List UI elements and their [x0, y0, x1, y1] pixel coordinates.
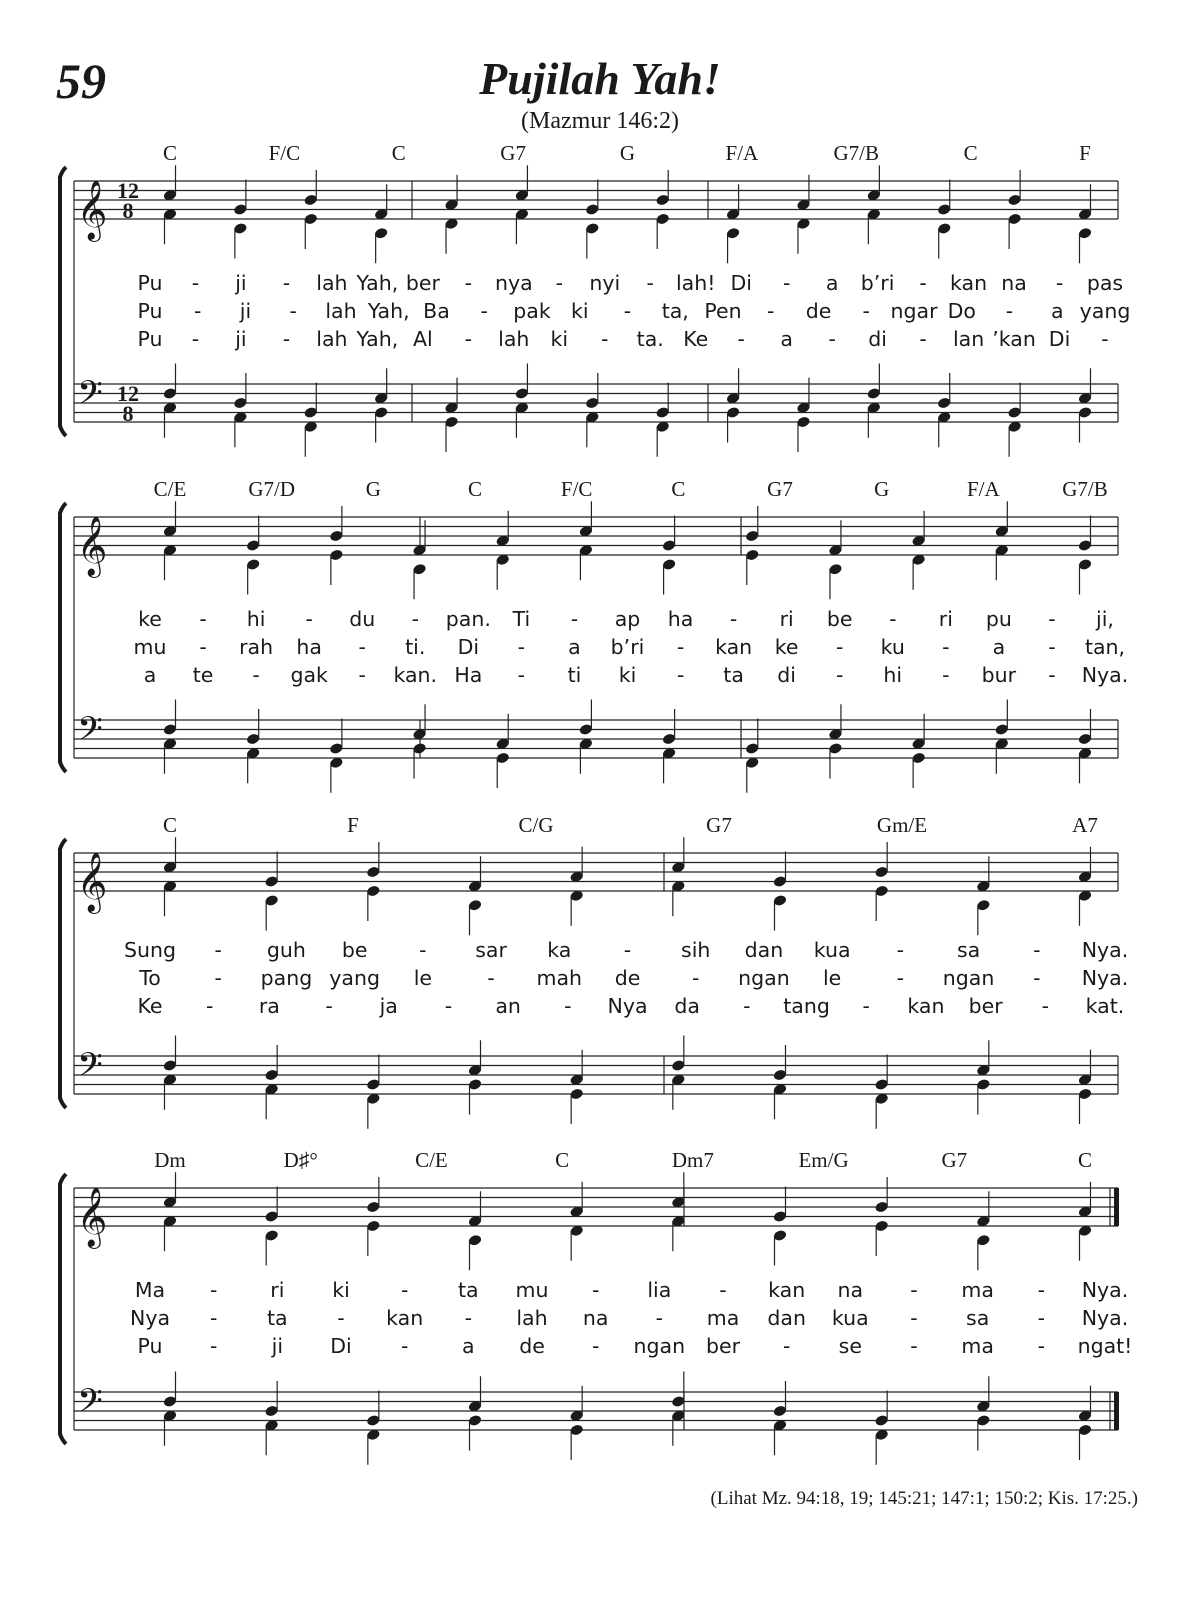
lyric-syllable: - [1055, 271, 1064, 295]
lyric-syllable: - [1005, 299, 1014, 323]
lyric-syllable: yang [329, 966, 380, 990]
chord-symbol: G7 [941, 1148, 968, 1172]
chord-symbol: C [162, 141, 178, 165]
lyric-syllable: - [337, 1306, 345, 1330]
lyric-syllable: - [1037, 1306, 1046, 1330]
lyric-syllable: - [591, 1278, 600, 1302]
lyric-syllable: - [591, 1334, 600, 1358]
chord-symbol: G7/B [1062, 477, 1108, 501]
lyric-syllable: - [676, 663, 685, 687]
lyric-syllable: na [582, 1306, 609, 1330]
chord-symbol: G7 [706, 813, 732, 837]
chord-symbol: C [671, 477, 686, 501]
lyric-syllable: To [139, 966, 161, 990]
lyric-syllable: ngan [738, 966, 790, 990]
chord-symbol: Em/G [798, 1148, 849, 1172]
lyric-syllable: - [191, 271, 200, 295]
lyric-syllable: - [782, 271, 791, 295]
chord-symbol: G7 [767, 477, 793, 501]
lyric-syllable: te [192, 663, 214, 687]
chord-symbol: F/A [725, 141, 759, 165]
lyric-syllable: Nya. [1081, 938, 1129, 962]
lyric-syllable: dan [744, 938, 784, 962]
bass-clef: 𝄢 [77, 1382, 103, 1429]
lyric-syllable: du [349, 607, 376, 631]
lyric-syllable: - [214, 966, 222, 990]
lyric-syllable: ji, [1096, 607, 1114, 631]
lyric-syllable: Ha [454, 663, 483, 687]
chord-symbol: G [874, 477, 890, 501]
lyric-syllable: - [655, 1306, 664, 1330]
lyric-syllable: - [358, 635, 366, 659]
footer-references: (Lihat Mz. 94:18, 19; 145:21; 147:1; 150:2; Kis. 17:25.) [710, 1488, 1138, 1509]
treble-clef: 𝄞 [76, 1187, 108, 1247]
lyric-syllable: ha [667, 607, 694, 631]
lyric-syllable: Pu [137, 299, 163, 323]
lyric-syllable: - [910, 1334, 918, 1358]
chord-symbol: C [162, 813, 178, 837]
system-bracket [60, 839, 66, 1108]
lyric-syllable: sar [475, 938, 507, 962]
lyric-syllable: - [862, 994, 870, 1018]
lyric-syllable: - [252, 663, 260, 687]
lyric-syllable: - [737, 327, 745, 351]
lyric-syllable: - [325, 994, 333, 1018]
chord-symbol: C/E [153, 477, 187, 501]
lyric-syllable: - [194, 299, 202, 323]
lyric-syllable: - [782, 1334, 791, 1358]
lyric-syllable: - [743, 994, 751, 1018]
lyric-syllable: - [910, 1306, 918, 1330]
lyric-syllable: mu [133, 635, 167, 659]
lyric-syllable: pak [513, 299, 551, 323]
lyric-syllable: guh [266, 938, 306, 962]
lyric-syllable: kat. [1085, 994, 1125, 1018]
lyric-syllable: ja [379, 994, 398, 1018]
lyric-syllable: kan. [393, 663, 438, 687]
lyric-syllable: ri [938, 607, 953, 631]
lyric-syllable: - [209, 1278, 218, 1302]
chord-symbol: C/G [518, 813, 554, 837]
lyric-syllable: Pu [137, 1334, 163, 1358]
lyric-syllable: Ke [137, 994, 163, 1018]
time-signature-bottom: 8 [122, 198, 134, 224]
treble-clef: 𝄞 [76, 516, 108, 576]
lyric-syllable: - [209, 1334, 218, 1358]
lyric-syllable: ta [267, 1306, 288, 1330]
lyric-syllable: ke [138, 607, 162, 631]
lyric-syllable: - [209, 1306, 218, 1330]
lyric-syllable: - [282, 271, 291, 295]
lyric-syllable: - [400, 1334, 409, 1358]
system-2 [60, 501, 1118, 793]
lyric-syllable: Ti [512, 607, 531, 631]
lyric-syllable: ngan [633, 1334, 686, 1358]
bass-clef: 𝄢 [77, 374, 103, 421]
lyric-syllable: - [517, 635, 526, 659]
chord-symbol: F [1079, 141, 1091, 165]
lyric-syllable: ka [547, 938, 572, 962]
lyric-syllable: le [822, 966, 842, 990]
lyric-syllable: - [623, 938, 632, 962]
chord-symbol: G7/B [833, 141, 880, 165]
lyric-syllable: lah [498, 327, 530, 351]
chord-symbol: C [467, 477, 483, 501]
chord-symbol: Dm [154, 1148, 186, 1172]
chord-symbol: F/C [560, 477, 593, 501]
lyric-syllable: ngan [942, 966, 995, 990]
lyric-syllable: pang [260, 966, 313, 990]
lyric-syllable: - [601, 327, 609, 351]
lyric-syllable: - [205, 994, 214, 1018]
chord-symbol: G [619, 141, 636, 165]
lyric-syllable: - [919, 271, 927, 295]
lyric-syllable: - [464, 271, 473, 295]
lyric-syllable: mah [536, 966, 583, 990]
lyric-syllable: - [419, 938, 427, 962]
lyric-syllable: pas [1086, 271, 1124, 295]
scripture-reference: (Mazmur 146:2) [521, 108, 679, 134]
lyric-syllable: - [214, 938, 222, 962]
lyric-syllable: be [341, 938, 368, 962]
lyric-syllable: kan [768, 1278, 806, 1302]
lyric-syllable: ki [618, 663, 637, 687]
lyric-syllable: a [992, 635, 1006, 659]
lyric-syllable: de [519, 1334, 545, 1358]
lyric-syllable: - [1033, 938, 1041, 962]
lyric-syllable: Ma [134, 1278, 166, 1302]
lyric-syllable: - [464, 327, 473, 351]
chord-symbol: G [365, 477, 381, 501]
chord-symbol: F/A [966, 477, 1000, 501]
lyric-syllable: - [729, 607, 738, 631]
lyric-syllable: - [1033, 966, 1041, 990]
lyric-syllable: - [836, 663, 844, 687]
treble-clef: 𝄞 [76, 180, 108, 240]
lyric-syllable: Nya. [1081, 1278, 1129, 1302]
lyric-syllable: ra [258, 994, 280, 1018]
chord-symbol: G7/D [248, 477, 296, 501]
hymn-title: Pujilah Yah! [479, 53, 721, 104]
lyric-syllable: Nya. [1081, 663, 1129, 687]
hymn-number: 59 [56, 53, 106, 109]
lyric-syllable: ki [550, 327, 569, 351]
lyric-syllable: ki [332, 1278, 350, 1302]
lyric-syllable: yang [1079, 299, 1131, 323]
lyric-syllable: Di [1048, 327, 1071, 351]
lyric-syllable: - [444, 994, 453, 1018]
lyric-syllable: kan [907, 994, 945, 1018]
lyric-syllable: Pen [704, 299, 742, 323]
lyric-syllable: - [896, 966, 905, 990]
lyric-syllable: pu [985, 607, 1012, 631]
lyric-syllable: ta [458, 1278, 479, 1302]
chord-symbol: C [555, 1148, 570, 1172]
lyric-syllable: kua [813, 938, 851, 962]
lyric-syllable: ji [239, 299, 252, 323]
lyric-syllable: - [480, 299, 488, 323]
lyric-syllable: ri [270, 1278, 285, 1302]
lyric-syllable: ti [567, 663, 582, 687]
lyric-syllable: Yah, [356, 271, 399, 295]
lyric-syllable: ji [235, 327, 247, 351]
lyric-syllable: - [199, 607, 207, 631]
lyric-syllable: lia [647, 1278, 672, 1302]
lyric-syllable: Di [457, 635, 480, 659]
lyric-syllable: - [1101, 327, 1109, 351]
lyric-syllable: - [282, 327, 291, 351]
final-barline [1114, 1392, 1119, 1430]
lyric-syllable: lah [516, 1306, 548, 1330]
time-signature-top: 12 [117, 381, 139, 407]
chord-symbol: C [963, 141, 978, 165]
lyric-syllable: na [837, 1278, 864, 1302]
lyric-syllable: sa [956, 938, 981, 962]
lyric-syllable: ma [706, 1306, 740, 1330]
lyric-syllable: a [1050, 299, 1064, 323]
lyric-syllable: mu [515, 1278, 549, 1302]
lyric-syllable: ta. [636, 327, 664, 351]
lyric-syllable: - [889, 607, 897, 631]
lyric-syllable: lah! [675, 271, 716, 295]
lyric-syllable: - [564, 994, 572, 1018]
lyric-syllable: Pu [137, 271, 163, 295]
lyric-syllable: an [495, 994, 521, 1018]
lyric-syllable: tan, [1084, 635, 1126, 659]
lyric-syllable: da [674, 994, 700, 1018]
lyric-syllable: pan. [445, 607, 491, 631]
chord-symbol: A7 [1072, 813, 1098, 837]
lyric-syllable: - [1048, 607, 1056, 631]
lyric-syllable: - [896, 938, 905, 962]
lyric-syllable: ha [296, 635, 322, 659]
lyric-syllable: - [919, 327, 927, 351]
chord-symbol: F [347, 813, 359, 837]
lyric-syllable: ber [705, 1334, 741, 1358]
chord-symbol: D♯° [283, 1148, 318, 1172]
lyric-syllable: - [942, 663, 950, 687]
lyric-syllable: - [1037, 1334, 1046, 1358]
lyric-syllable: tang [783, 994, 830, 1018]
lyric-syllable: - [199, 635, 207, 659]
lyric-syllable: - [464, 1306, 473, 1330]
lyric-syllable: lah [316, 271, 348, 295]
lyric-syllable: - [411, 607, 419, 631]
lyric-syllable: a [462, 1334, 475, 1358]
lyric-syllable: ji [271, 1334, 284, 1358]
lyric-syllable: ri [779, 607, 794, 631]
lyric-syllable: bur [981, 663, 1017, 687]
lyric-syllable: ku [880, 635, 905, 659]
lyric-syllable: ap [614, 607, 641, 631]
lyric-syllable: a [568, 635, 581, 659]
lyric-syllable: lah [325, 299, 357, 323]
lyric-syllable: - [555, 271, 563, 295]
lyric-syllable: a [143, 663, 157, 687]
lyric-syllable: b’ri [860, 271, 895, 295]
lyric-syllable: - [836, 635, 844, 659]
lyric-syllable: Ke [683, 327, 709, 351]
lyric-syllable: - [676, 635, 685, 659]
lyric-syllable: Do [947, 299, 976, 323]
lyric-syllable: - [358, 663, 366, 687]
chord-symbol: C [1077, 1148, 1093, 1172]
lyric-syllable: - [623, 299, 632, 323]
system-bracket [60, 167, 66, 436]
bass-clef: 𝄢 [77, 710, 103, 757]
chord-symbol: F/C [268, 141, 301, 165]
lyric-syllable: Nya [607, 994, 648, 1018]
lyric-syllable: - [191, 327, 200, 351]
lyric-syllable: di [777, 663, 797, 687]
lyric-syllable: - [692, 966, 700, 990]
lyric-syllable: - [767, 299, 775, 323]
chord-symbol: Gm/E [876, 813, 928, 837]
lyric-syllable: Yah, [367, 299, 410, 323]
lyric-syllable: ki [570, 299, 589, 323]
lyric-syllable: rah [239, 635, 274, 659]
lyric-syllable: Nya [129, 1306, 171, 1330]
lyric-syllable: na [1001, 271, 1027, 295]
lyric-syllable: ta [723, 663, 744, 687]
lyric-syllable: sih [681, 938, 711, 962]
chord-symbol: C [391, 141, 406, 165]
lyric-syllable: ke [774, 635, 799, 659]
lyric-syllable: nyi [589, 271, 621, 295]
lyric-syllable: Di [730, 271, 752, 295]
lyric-syllable: Yah, [356, 327, 399, 351]
treble-clef: 𝄞 [76, 852, 108, 912]
lyric-syllable: ti. [405, 635, 426, 659]
lyric-syllable: be [826, 607, 853, 631]
lyric-syllable: ber [968, 994, 1003, 1018]
lyric-syllable: Nya. [1081, 1306, 1129, 1330]
lyric-syllable: kan [950, 271, 988, 295]
lyric-syllable: di [868, 327, 887, 351]
lyric-syllable: kan [386, 1306, 424, 1330]
system-bracket [60, 503, 66, 772]
lyric-syllable: - [289, 299, 297, 323]
lyric-syllable: ta, [661, 299, 689, 323]
lyric-syllable: Pu [137, 327, 163, 351]
chord-symbol: Dm7 [671, 1148, 714, 1172]
lyric-syllable: dan [767, 1306, 806, 1330]
lyric-syllable: - [910, 1278, 918, 1302]
lyric-syllable: - [400, 1278, 409, 1302]
lyric-syllable: - [570, 607, 579, 631]
lyric-syllable: ngar [890, 299, 938, 323]
chord-symbol: G7 [500, 141, 526, 165]
lyric-syllable: kan [715, 635, 753, 659]
lyric-syllable: - [487, 966, 495, 990]
lyric-syllable: lah [316, 327, 348, 351]
lyric-syllable: se [838, 1334, 862, 1358]
lyric-syllable: lan [952, 327, 985, 351]
lyric-syllable: Di [330, 1334, 352, 1358]
lyric-syllable: a [825, 271, 839, 295]
lyric-syllable: - [1041, 994, 1050, 1018]
final-barline [1114, 1188, 1119, 1226]
lyric-syllable: - [646, 271, 654, 295]
lyric-syllable: - [1037, 1278, 1046, 1302]
chord-symbol: C/E [415, 1148, 448, 1172]
lyric-syllable: b’ri [610, 635, 645, 659]
time-signature-bottom: 8 [122, 401, 134, 427]
lyric-syllable: sa [966, 1306, 990, 1330]
lyric-syllable: kua [831, 1306, 869, 1330]
lyric-syllable: ji [235, 271, 247, 295]
time-signature-top: 12 [117, 178, 139, 204]
lyric-syllable: - [517, 663, 526, 687]
lyric-syllable: ber [405, 271, 440, 295]
lyric-syllable: ’kan [992, 327, 1036, 351]
lyric-syllable: - [719, 1278, 727, 1302]
lyric-syllable: Al [412, 327, 433, 351]
lyric-syllable: hi [883, 663, 903, 687]
bass-clef: 𝄢 [77, 1046, 103, 1093]
lyric-syllable: ngat! [1077, 1334, 1133, 1358]
lyric-syllable: Sung [123, 938, 177, 962]
lyric-syllable: - [305, 607, 313, 631]
lyric-syllable: nya [494, 271, 533, 295]
lyric-syllable: Nya. [1081, 966, 1129, 990]
lyric-syllable: ma [961, 1334, 994, 1358]
lyric-syllable: - [1048, 635, 1056, 659]
lyric-syllable: de [805, 299, 832, 323]
lyric-syllable: - [942, 635, 950, 659]
lyric-syllable: ma [961, 1278, 994, 1302]
lyric-syllable: - [862, 299, 870, 323]
lyric-syllable: hi [246, 607, 266, 631]
lyric-syllable: - [828, 327, 836, 351]
lyric-syllable: de [614, 966, 641, 990]
lyric-syllable: Ba [423, 299, 450, 323]
lyric-syllable: gak [290, 663, 328, 687]
system-bracket [60, 1174, 66, 1444]
lyric-syllable: - [1048, 663, 1056, 687]
lyric-syllable: le [413, 966, 433, 990]
lyric-syllable: a [780, 327, 793, 351]
